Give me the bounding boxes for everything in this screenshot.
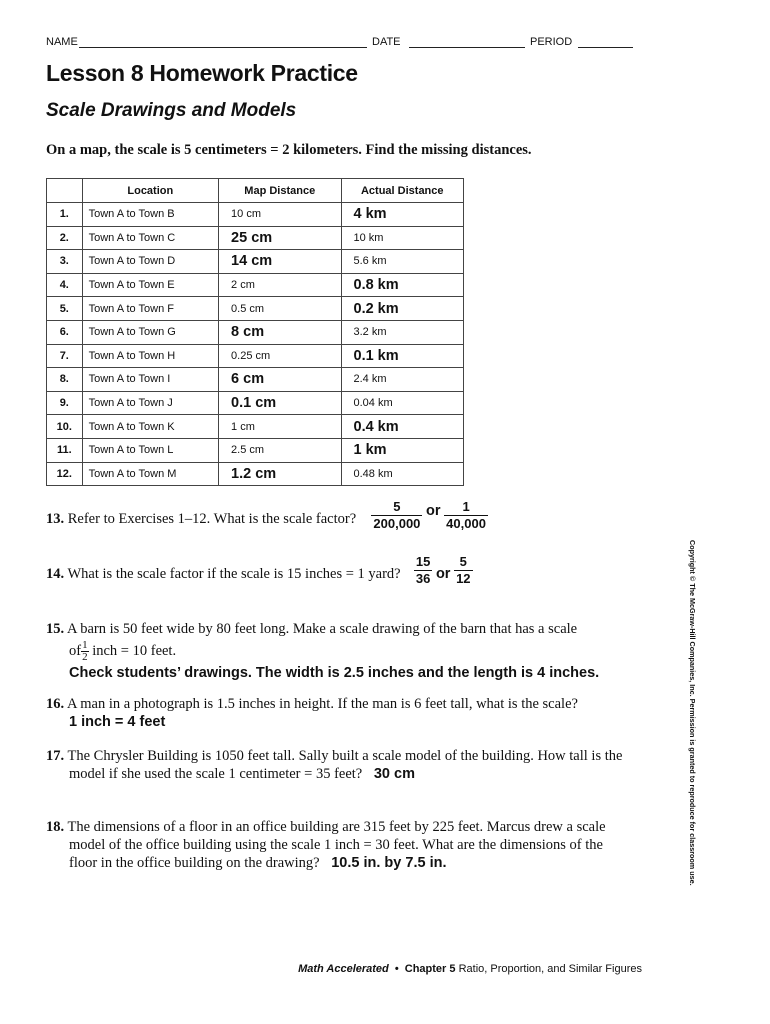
header-actual-distance: Actual Distance (341, 179, 464, 203)
answer-or: or (426, 502, 441, 519)
question-text: A barn is 50 feet wide by 80 feet long. Make a scale drawing of the barn that has a scale (66, 621, 578, 637)
answer-fraction-1: $\frac{15}{36}$ (415, 554, 431, 586)
question-text: The Chrysler Building is 1050 feet tall. Sally built a scale model of the building. How tall is the (67, 748, 623, 764)
table-row (47, 250, 464, 274)
row-number: 4. (47, 273, 83, 297)
question-14 (46, 554, 606, 591)
copyright-notice: Copyright © The McGraw-Hill Companies, Inc. Permission is granted to reproduce for classroom use. (688, 540, 697, 886)
row-map-distance[interactable]: 14 cm (219, 250, 341, 274)
question-number: 13. (46, 510, 65, 527)
row-actual-distance[interactable]: 0.2 km (341, 297, 464, 321)
page-subtitle: Scale Drawings and Models (46, 100, 297, 121)
row-location: Town A to Town D (82, 250, 218, 274)
row-map-distance: 1 cm (219, 415, 341, 439)
date-label: DATE (372, 36, 401, 48)
row-actual-distance: 10 km (341, 226, 464, 250)
table-row (47, 203, 464, 227)
row-location: Town A to Town E (82, 273, 218, 297)
name-label: NAME (46, 36, 78, 48)
question-text: of (69, 642, 82, 659)
row-number: 1. (47, 203, 83, 227)
row-location: Town A to Town H (82, 344, 218, 368)
header-location: Location (82, 179, 218, 203)
question-15 (46, 620, 686, 682)
question-number: 18. (46, 819, 65, 835)
row-location: Town A to Town L (82, 438, 218, 462)
row-map-distance: 0.25 cm (219, 344, 341, 368)
row-actual-distance: 0.48 km (341, 462, 464, 486)
table-row (47, 226, 464, 250)
table-row (47, 438, 464, 462)
row-location: Town A to Town I (82, 368, 218, 392)
question-text: A man in a photograph is 1.5 inches in height. If the man is 6 feet tall, what is the scale? (66, 696, 578, 712)
question-text: Refer to Exercises 1–12. What is the scale factor? (67, 510, 357, 527)
row-map-distance[interactable]: 0.1 cm (219, 391, 341, 415)
footer-chapter: Chapter 5 (404, 963, 456, 975)
row-number: 2. (47, 226, 83, 250)
row-map-distance: 0.5 cm (219, 297, 341, 321)
row-actual-distance: 2.4 km (341, 368, 464, 392)
answer-fraction-2: $\frac{5}{12}$ (456, 554, 471, 586)
row-map-distance[interactable]: 6 cm (219, 368, 341, 392)
row-actual-distance: 5.6 km (341, 250, 464, 274)
row-number: 3. (47, 250, 83, 274)
row-number: 10. (47, 415, 83, 439)
question-18 (46, 818, 686, 872)
page-title: Lesson 8 Homework Practice (46, 60, 358, 86)
question-text: floor in the office building on the drawing? (69, 855, 320, 871)
row-actual-distance[interactable]: 4 km (341, 203, 464, 227)
row-number: 8. (47, 368, 83, 392)
row-number: 12. (47, 462, 83, 486)
row-actual-distance[interactable]: 0.1 km (341, 344, 464, 368)
row-map-distance: 2 cm (219, 273, 341, 297)
row-map-distance: 10 cm (219, 203, 341, 227)
question-text: model of the office building using the scale 1 inch = 30 feet. What are the dimensions of the (69, 837, 603, 853)
question-number: 14. (46, 565, 65, 582)
question-number: 15. (46, 621, 65, 637)
row-number: 6. (47, 320, 83, 344)
row-actual-distance: 0.04 km (341, 391, 464, 415)
row-location: Town A to Town B (82, 203, 218, 227)
row-map-distance[interactable]: 8 cm (219, 320, 341, 344)
row-map-distance[interactable]: 25 cm (219, 226, 341, 250)
table-row (47, 368, 464, 392)
row-number: 11. (47, 438, 83, 462)
date-blank[interactable] (409, 47, 525, 48)
question-text: model if she used the scale 1 centimeter = 35 feet? (69, 766, 363, 782)
footer-topic: Ratio, Proportion, and Similar Figures (458, 963, 642, 975)
row-location: Town A to Town M (82, 462, 218, 486)
row-number: 5. (47, 297, 83, 321)
row-location: Town A to Town K (82, 415, 218, 439)
answer-text: 30 cm (373, 766, 415, 782)
question-number: 16. (46, 696, 65, 712)
answer-text: Check students’ drawings. The width is 2.5 inches and the length is 4 inches. (69, 665, 600, 681)
table-row (47, 297, 464, 321)
header-map-distance: Map Distance (219, 179, 341, 203)
row-number: 7. (47, 344, 83, 368)
row-actual-distance[interactable]: 0.4 km (341, 415, 464, 439)
answer-fraction-2: $\frac{1}{40,000}$ (446, 499, 486, 531)
answer-text: 10.5 in. by 7.5 in. (331, 855, 447, 871)
period-blank[interactable] (578, 47, 633, 48)
row-location: Town A to Town C (82, 226, 218, 250)
scale-fraction: $\frac{1}{2}$ (82, 639, 88, 663)
name-blank[interactable] (79, 47, 367, 48)
period-label: PERIOD (530, 36, 573, 48)
question-number: 17. (46, 748, 65, 764)
table-row (47, 462, 464, 486)
row-actual-distance[interactable]: 0.8 km (341, 273, 464, 297)
row-number: 9. (47, 391, 83, 415)
table-row (47, 344, 464, 368)
row-map-distance: 2.5 cm (219, 438, 341, 462)
row-location: Town A to Town J (82, 391, 218, 415)
row-location: Town A to Town G (82, 320, 218, 344)
answer-text: 1 inch = 4 feet (69, 714, 166, 730)
table-row (47, 415, 464, 439)
question-text: What is the scale factor if the scale is 15 inches = 1 yard? (67, 565, 401, 582)
table-header-row (47, 179, 464, 203)
question-13 (46, 499, 606, 536)
row-map-distance[interactable]: 1.2 cm (219, 462, 341, 486)
table-row (47, 391, 464, 415)
answer-or: or (435, 565, 451, 582)
footer-course: Math Accelerated (298, 963, 389, 975)
header-number (47, 179, 83, 203)
question-16 (46, 695, 686, 731)
row-location: Town A to Town F (82, 297, 218, 321)
instructions: On a map, the scale is 5 centimeters = 2 kilometers. Find the missing distances. (46, 142, 532, 158)
row-actual-distance: 3.2 km (341, 320, 464, 344)
footer-bullet: • (394, 963, 399, 975)
distance-table (46, 178, 464, 486)
table-row (47, 273, 464, 297)
table-row (47, 320, 464, 344)
question-text: The dimensions of a floor in an office building are 315 feet by 225 feet. Marcus drew a scale (67, 819, 606, 835)
question-text: inch = 10 feet. (92, 642, 177, 659)
row-actual-distance[interactable]: 1 km (341, 438, 464, 462)
question-17 (46, 747, 686, 783)
page-footer (298, 963, 642, 975)
answer-fraction-1: $\frac{5}{200,000}$ (373, 499, 421, 531)
